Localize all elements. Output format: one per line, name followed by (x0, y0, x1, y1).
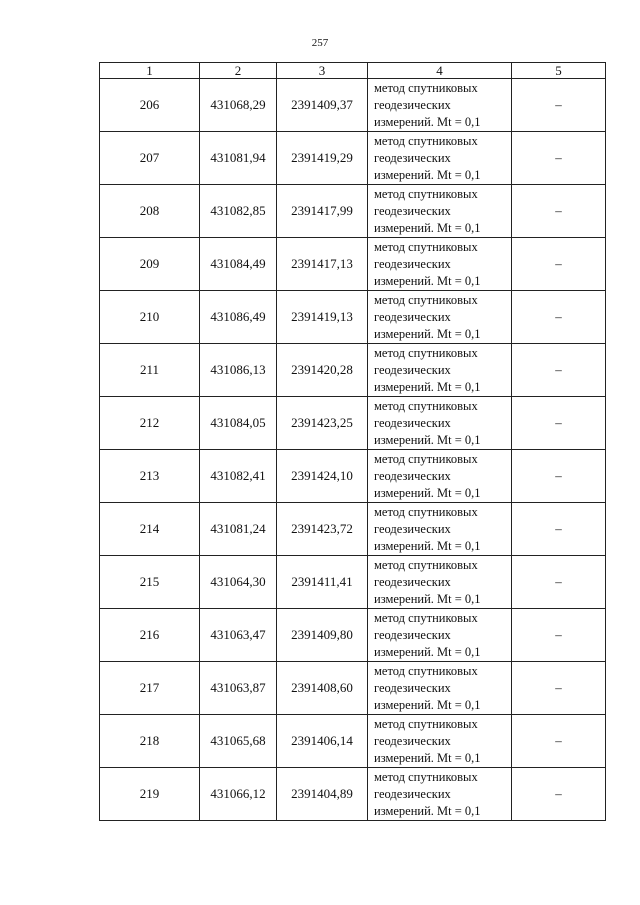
table-row (100, 503, 606, 556)
note-cell: – (512, 450, 606, 503)
method-cell (368, 503, 512, 556)
y-coordinate-cell: 2391417,13 (277, 238, 368, 291)
note-cell: – (512, 132, 606, 185)
table-row (100, 715, 606, 768)
header-col-5: 5 (512, 63, 606, 79)
table-row (100, 79, 606, 132)
header-col-3: 3 (277, 63, 368, 79)
method-text-line: геодезических (374, 680, 451, 695)
point-number-cell: 207 (100, 132, 200, 185)
point-number-cell: 218 (100, 715, 200, 768)
y-coordinate-cell: 2391419,29 (277, 132, 368, 185)
table-row (100, 450, 606, 503)
x-coordinate-cell: 431084,05 (200, 397, 277, 450)
method-text-line: измерений. Mt = 0,1 (374, 220, 481, 235)
method-cell (368, 662, 512, 715)
y-coordinate-cell: 2391420,28 (277, 344, 368, 397)
point-number-cell: 213 (100, 450, 200, 503)
table-row (100, 768, 606, 821)
method-text-line: метод спутниковых (374, 398, 478, 413)
method-cell (368, 291, 512, 344)
note-cell: – (512, 556, 606, 609)
method-text-line: геодезических (374, 468, 451, 483)
x-coordinate-cell: 431081,24 (200, 503, 277, 556)
method-text-line: измерений. Mt = 0,1 (374, 803, 481, 818)
table-row (100, 132, 606, 185)
method-text-line: геодезических (374, 256, 451, 271)
note-cell: – (512, 291, 606, 344)
y-coordinate-cell: 2391419,13 (277, 291, 368, 344)
table-row (100, 609, 606, 662)
method-text-line: измерений. Mt = 0,1 (374, 591, 481, 606)
y-coordinate-cell: 2391417,99 (277, 185, 368, 238)
method-cell (368, 768, 512, 821)
method-text-line: метод спутниковых (374, 504, 478, 519)
note-cell: – (512, 768, 606, 821)
x-coordinate-cell: 431086,13 (200, 344, 277, 397)
point-number-cell: 216 (100, 609, 200, 662)
method-text-line: измерений. Mt = 0,1 (374, 644, 481, 659)
note-cell: – (512, 503, 606, 556)
table-row (100, 344, 606, 397)
table-row (100, 291, 606, 344)
method-text-line: метод спутниковых (374, 610, 478, 625)
method-cell (368, 397, 512, 450)
method-text-line: геодезических (374, 574, 451, 589)
point-number-cell: 211 (100, 344, 200, 397)
point-number-cell: 217 (100, 662, 200, 715)
note-cell: – (512, 344, 606, 397)
method-text-line: метод спутниковых (374, 133, 478, 148)
method-text-line: геодезических (374, 733, 451, 748)
x-coordinate-cell: 431084,49 (200, 238, 277, 291)
method-text-line: измерений. Mt = 0,1 (374, 697, 481, 712)
method-cell (368, 609, 512, 662)
method-text-line: измерений. Mt = 0,1 (374, 379, 481, 394)
method-text-line: измерений. Mt = 0,1 (374, 326, 481, 341)
note-cell: – (512, 715, 606, 768)
method-text-line: геодезических (374, 150, 451, 165)
method-text-line: измерений. Mt = 0,1 (374, 538, 481, 553)
method-text-line: метод спутниковых (374, 80, 478, 95)
x-coordinate-cell: 431086,49 (200, 291, 277, 344)
method-cell (368, 79, 512, 132)
note-cell: – (512, 79, 606, 132)
table-row (100, 397, 606, 450)
method-text-line: метод спутниковых (374, 292, 478, 307)
x-coordinate-cell: 431063,47 (200, 609, 277, 662)
x-coordinate-cell: 431066,12 (200, 768, 277, 821)
method-text-line: измерений. Mt = 0,1 (374, 485, 481, 500)
method-cell (368, 450, 512, 503)
table-body (100, 79, 606, 821)
x-coordinate-cell: 431082,41 (200, 450, 277, 503)
x-coordinate-cell: 431068,29 (200, 79, 277, 132)
point-number-cell: 208 (100, 185, 200, 238)
method-text-line: геодезических (374, 521, 451, 536)
method-text-line: метод спутниковых (374, 716, 478, 731)
method-text-line: метод спутниковых (374, 239, 478, 254)
x-coordinate-cell: 431063,87 (200, 662, 277, 715)
method-text-line: метод спутниковых (374, 557, 478, 572)
method-text-line: геодезических (374, 415, 451, 430)
x-coordinate-cell: 431081,94 (200, 132, 277, 185)
point-number-cell: 214 (100, 503, 200, 556)
method-text-line: геодезических (374, 203, 451, 218)
y-coordinate-cell: 2391408,60 (277, 662, 368, 715)
y-coordinate-cell: 2391423,25 (277, 397, 368, 450)
header-col-4: 4 (368, 63, 512, 79)
note-cell: – (512, 185, 606, 238)
method-cell (368, 238, 512, 291)
method-text-line: геодезических (374, 627, 451, 642)
header-row (100, 63, 606, 79)
y-coordinate-cell: 2391404,89 (277, 768, 368, 821)
table-row (100, 238, 606, 291)
y-coordinate-cell: 2391406,14 (277, 715, 368, 768)
method-text-line: метод спутниковых (374, 451, 478, 466)
method-cell (368, 185, 512, 238)
y-coordinate-cell: 2391409,80 (277, 609, 368, 662)
note-cell: – (512, 609, 606, 662)
method-text-line: измерений. Mt = 0,1 (374, 750, 481, 765)
method-text-line: геодезических (374, 309, 451, 324)
x-coordinate-cell: 431064,30 (200, 556, 277, 609)
method-text-line: метод спутниковых (374, 769, 478, 784)
header-col-2: 2 (200, 63, 277, 79)
method-text-line: метод спутниковых (374, 663, 478, 678)
note-cell: – (512, 662, 606, 715)
method-text-line: геодезических (374, 97, 451, 112)
method-cell (368, 344, 512, 397)
x-coordinate-cell: 431082,85 (200, 185, 277, 238)
method-cell (368, 556, 512, 609)
method-text-line: измерений. Mt = 0,1 (374, 432, 481, 447)
point-number-cell: 210 (100, 291, 200, 344)
point-number-cell: 209 (100, 238, 200, 291)
note-cell: – (512, 238, 606, 291)
y-coordinate-cell: 2391423,72 (277, 503, 368, 556)
method-text-line: измерений. Mt = 0,1 (374, 273, 481, 288)
method-text-line: измерений. Mt = 0,1 (374, 114, 481, 129)
method-cell (368, 132, 512, 185)
y-coordinate-cell: 2391409,37 (277, 79, 368, 132)
method-text-line: метод спутниковых (374, 345, 478, 360)
point-number-cell: 215 (100, 556, 200, 609)
note-cell: – (512, 397, 606, 450)
x-coordinate-cell: 431065,68 (200, 715, 277, 768)
coordinates-table (99, 62, 606, 821)
table-row (100, 185, 606, 238)
method-text-line: метод спутниковых (374, 186, 478, 201)
point-number-cell: 212 (100, 397, 200, 450)
y-coordinate-cell: 2391424,10 (277, 450, 368, 503)
point-number-cell: 206 (100, 79, 200, 132)
method-text-line: геодезических (374, 786, 451, 801)
header-col-1: 1 (100, 63, 200, 79)
y-coordinate-cell: 2391411,41 (277, 556, 368, 609)
page-number: 257 (311, 37, 329, 49)
method-cell (368, 715, 512, 768)
method-text-line: геодезических (374, 362, 451, 377)
table-header (100, 63, 606, 79)
point-number-cell: 219 (100, 768, 200, 821)
table-row (100, 556, 606, 609)
table-row (100, 662, 606, 715)
method-text-line: измерений. Mt = 0,1 (374, 167, 481, 182)
